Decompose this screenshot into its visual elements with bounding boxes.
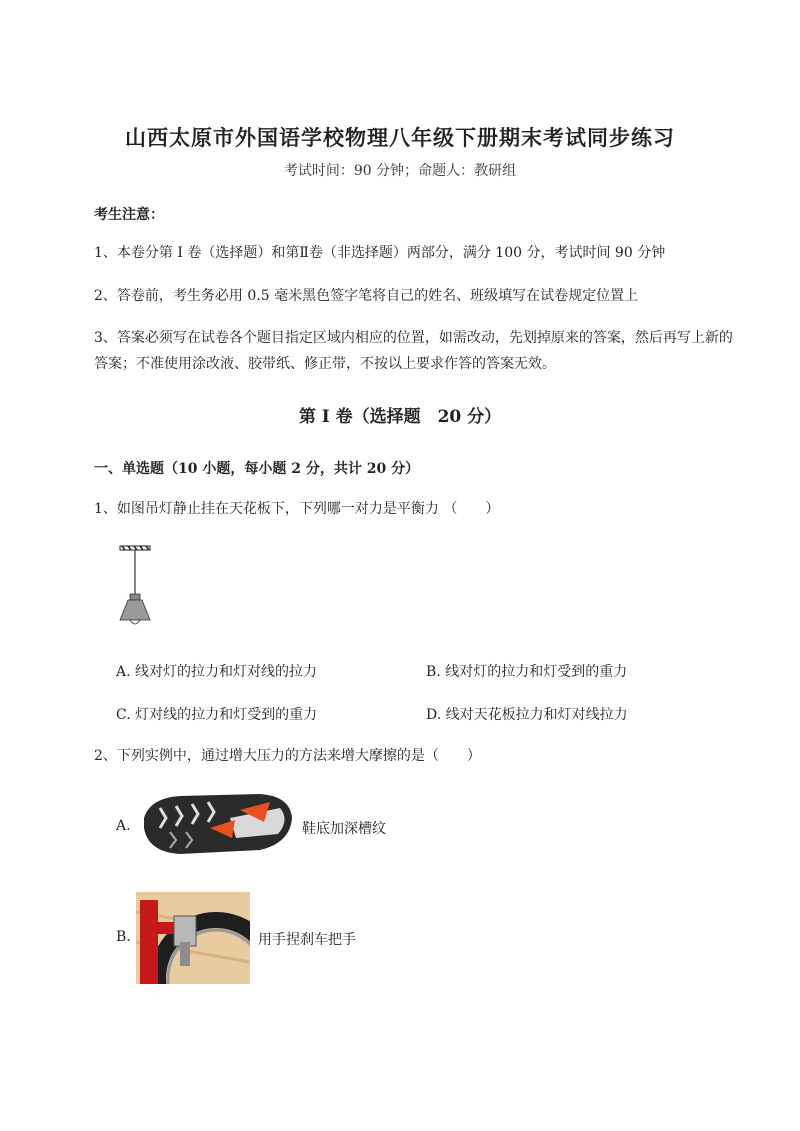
notice-item-2: 2、答卷前，考生务必用 0.5 毫米黑色签字笔将自己的姓名、班级填写在试卷规定位置上 [94, 288, 639, 304]
option-1c[interactable]: C. 灯对线的拉力和灯受到的重力 [116, 707, 318, 723]
bike-brake-image [136, 892, 250, 984]
bike-brake-icon [136, 892, 250, 984]
option-2b-text[interactable]: 用手捏刹车把手 [258, 932, 356, 948]
question-1-stem: 1、如图吊灯静止挂在天花板下，下列哪一对力是平衡力 （ ） [94, 501, 500, 517]
section-title: 第 I 卷（选择题 20 分） [298, 407, 502, 427]
option-1d[interactable]: D. 线对天花板拉力和灯对线拉力 [426, 707, 628, 723]
option-1b[interactable]: B. 线对灯的拉力和灯受到的重力 [426, 664, 628, 680]
option-2b-letter[interactable]: B. [116, 929, 131, 945]
notice-heading: 考生注意： [94, 207, 164, 223]
exam-info: 考试时间：90 分钟；命题人：教研组 [283, 163, 517, 179]
hanging-lamp-figure [112, 544, 162, 632]
option-1a[interactable]: A. 线对灯的拉力和灯对线的拉力 [116, 664, 318, 680]
page-title: 山西太原市外国语学校物理八年级下册期末考试同步练习 [125, 125, 675, 150]
shoe-sole-image [140, 788, 295, 858]
hanging-lamp-icon [112, 544, 162, 632]
part-title: 一、单选题（10 小题，每小题 2 分，共计 20 分） [94, 461, 420, 477]
option-2a-letter[interactable]: A. [116, 818, 131, 834]
question-2-stem: 2、下列实例中，通过增大压力的方法来增大摩擦的是（ ） [94, 748, 481, 764]
notice-item-1: 1、本卷分第 I 卷（选择题）和第Ⅱ卷（非选择题）两部分，满分 100 分，考试时间 90 分钟 [94, 245, 666, 261]
notice-item-3: 3、答案必须写在试卷各个题目指定区域内相应的位置，如需改动，先划掉原来的答案，然后再写上新的答案；不准使用涂改液、胶带纸、修正带，不按以上要求作答的答案无效。 [94, 330, 733, 372]
option-2a-text[interactable]: 鞋底加深槽纹 [302, 821, 386, 837]
shoe-sole-icon [140, 788, 295, 858]
